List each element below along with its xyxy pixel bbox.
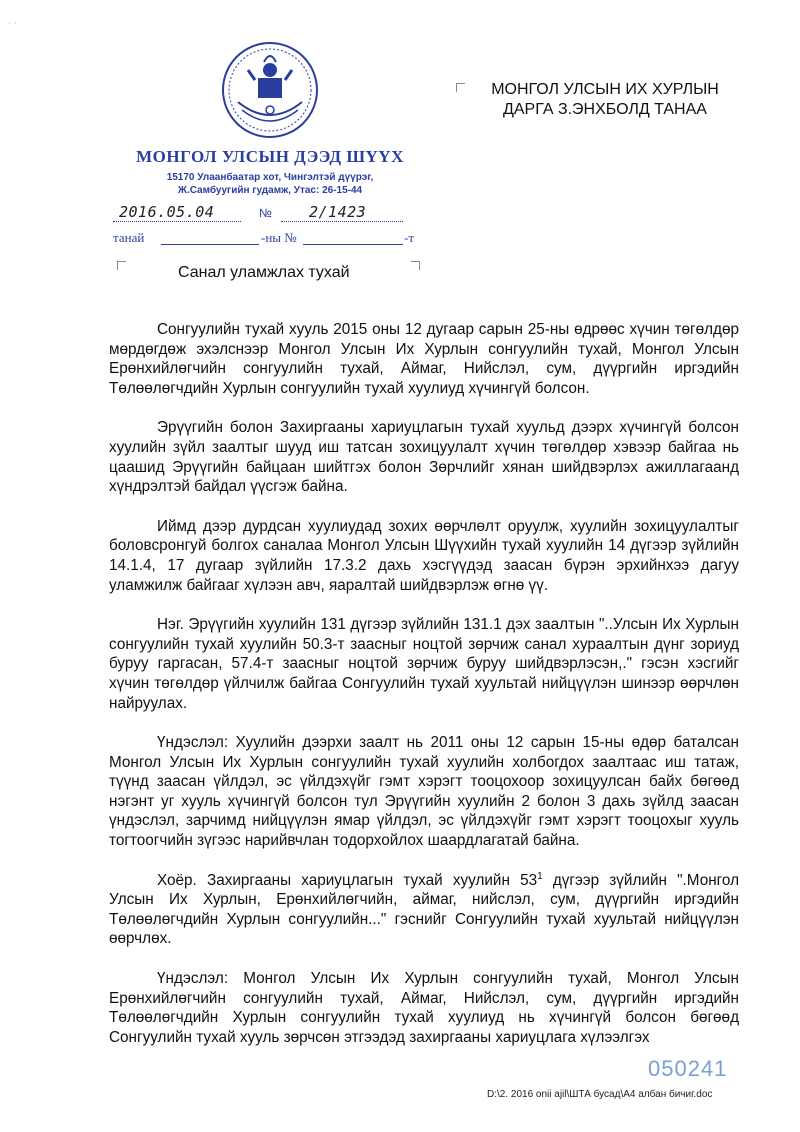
paragraph-2: Эрүүгийн болон Захиргааны хариуцлагын тухай хуульд дээрх хүчингүй болсон хуулийн зүйл заалтыг шууд иш татсан зохицуулалт хүчин төгөлдөр хэвээр байгаа нь цаашид Эрүүгийн байцаан шийтгэх болон Зөрчлийг хянан шийдвэрлэх ажиллагаанд хүндрэлтэй байдал үүсгэж байна.: [109, 419, 739, 496]
paragraph-6-end: дүгээр зүйлийн ".Монгол Улсын Их Хурлын, Ерөнхийлөгчийн, аймаг, нийслэл, сум, дүүргийн иргэдийн Төлөөлөгчдийн Хурлын сонгуулийн..." гэснийг Сонгуулийн тухай хуультай нийцүүлэн өөрчлөх.: [109, 871, 739, 948]
paragraph-3: Иймд дээр дурдсан хуулиудад зохих өөрчлөлт оруулж, хуулийн зохицуулалтыг боловсронгуй болгох саналаа Монгол Улсын Шүүхийн тухай хуулийн 14 дүгээр зүйлийн 14.1.4, 17 дугаар зүйлийн 17.3.2 дахь хэсгүүдэд заасан бүрэн эрхийнхээ дагуу уламжилж байгааг хүлээн авч, яаралтай шийдвэрлэж өгнө үү.: [109, 517, 739, 594]
paragraph-5: Үндэслэл: Хуулийн дээрхи заалт нь 2011 оны 12 сарын 15-ны өдөр баталсан Монгол Улсын Их Хурлын сонгуулийн тухай хуулийн холбогдох заалтаас иш татаж, түүнд заасан үйлдэл, эс үйлдэхүйг гэмт хэрэгт тооцохоор зохицуулсан байх бөгөөд нэгэнт уг хууль хүчингүй болсон тул Эрүүгийн хуулийн 2 болон 3 дахь зүйлд заасан үндэслэл, зарчимд нийцүүлэн ямар үйлдэл, эс үйлдэхүйг гэмт хэрэгт тооцохыг хууль тогтоогчийн зүгээс нарийвчлан тодорхойлох шаардлагатай байна.: [109, 734, 739, 850]
ref-number-underline: [303, 244, 403, 245]
organization-address: [150, 171, 390, 197]
paragraph-7: Үндэслэл: Монгол Улсын Их Хурлын сонгуулийн тухай, Монгол Улсын Ерөнхийлөгчийн сонгуулийн тухай, Аймаг, Нийслэл, сум, дүүргийн иргэдийн Төлөөлөгчдийн Хурлын сонгуулийн тухай хуулиуд нь хүчингүй болсон бөгөөд Сонгуулийн тухай хууль зөрчсөн этгээдэд захиргааны хариуцлага хүлээлгэх: [109, 970, 739, 1046]
address-line-2: Ж.Самбуугийн гудамж, Утас: 26-15-44: [177, 185, 363, 196]
article-superscript: 1: [537, 870, 543, 882]
reference-line: [113, 230, 423, 250]
paragraph-6-start: Хоёр. Захиргааны хариуцлагын тухай хуулийн 53: [157, 871, 538, 889]
date-underline: [113, 221, 241, 222]
subject-title: Санал уламжлах тухай: [178, 264, 350, 281]
ref-mid: -ны №: [261, 230, 297, 245]
organization-name: МОНГОЛ УЛСЫН ДЭЭД ШҮҮХ: [136, 147, 404, 166]
recipient-block: [470, 80, 740, 120]
recipient-line-2: ДАРГА З.ЭНХБОЛД ТАНАА: [503, 101, 707, 118]
ref-suffix: -т: [404, 230, 415, 245]
state-emblem-icon: [220, 40, 320, 140]
paragraph-1: Сонгуулийн тухай хууль 2015 оны 12 дугаар сарын 25-ны өдрөөс хүчин төгөлдөр мөрдөгдөж эхэлснээр Монгол Улсын Их Хурлын сонгуулийн тухай, Монгол Улсын Ерөнхийлөгчийн сонгуулийн тухай, Аймаг, Нийслэл, сум, дүүргийн иргэдийн Төлөөлөгчдийн Хурлын сонгуулийн тухай хуулиуд хүчингүй болсон.: [109, 321, 739, 397]
paragraph-6: [109, 871, 739, 949]
date-number-line: [113, 204, 413, 226]
file-path-footer: D:\2. 2016 onii ajil\ШТА бусад\А4 албан бичиг.doc: [487, 1089, 713, 1100]
handwritten-number: 2/1423: [309, 203, 367, 221]
number-label: №: [259, 206, 272, 220]
ref-prefix: танай: [113, 230, 145, 245]
address-line-1: 15170 Улаанбаатар хот, Чингэлтэй дүүрэг,: [166, 172, 374, 183]
registration-stamp: 050241: [648, 1056, 728, 1081]
recipient-line-1: МОНГОЛ УЛСЫН ИХ ХУРЛЫН: [491, 81, 719, 98]
scan-artifact: ˙ ˙: [8, 22, 18, 33]
handwritten-date: 2016.05.04: [119, 203, 215, 221]
address-bracket-left: [456, 83, 465, 92]
paragraph-4: Нэг. Эрүүгийн хуулийн 131 дүгээр зүйлийн 131.1 дэх заалтын "..Улсын Их Хурлын сонгуулийн тухай хуулийн 50.3-т заасныг ноцтой зөрчиж санал хураалтын дүнг зориуд буруу гаргасан, 57.4-т заасныг ноцтой зөрчиж буруу шийдвэрлэсэн,." гэсэн хэсгийг хүчин төгөлдөр үйлчилж байгаа Сонгуулийн тухай хуультай нийцүүлэн шинээр өөрчлөн найруулах.: [109, 616, 739, 712]
subject-bracket-left: [117, 261, 126, 270]
number-underline: [281, 221, 403, 222]
subject-bracket-right: [411, 261, 420, 270]
ref-date-underline: [161, 244, 259, 245]
letter-body: [109, 320, 739, 1067]
